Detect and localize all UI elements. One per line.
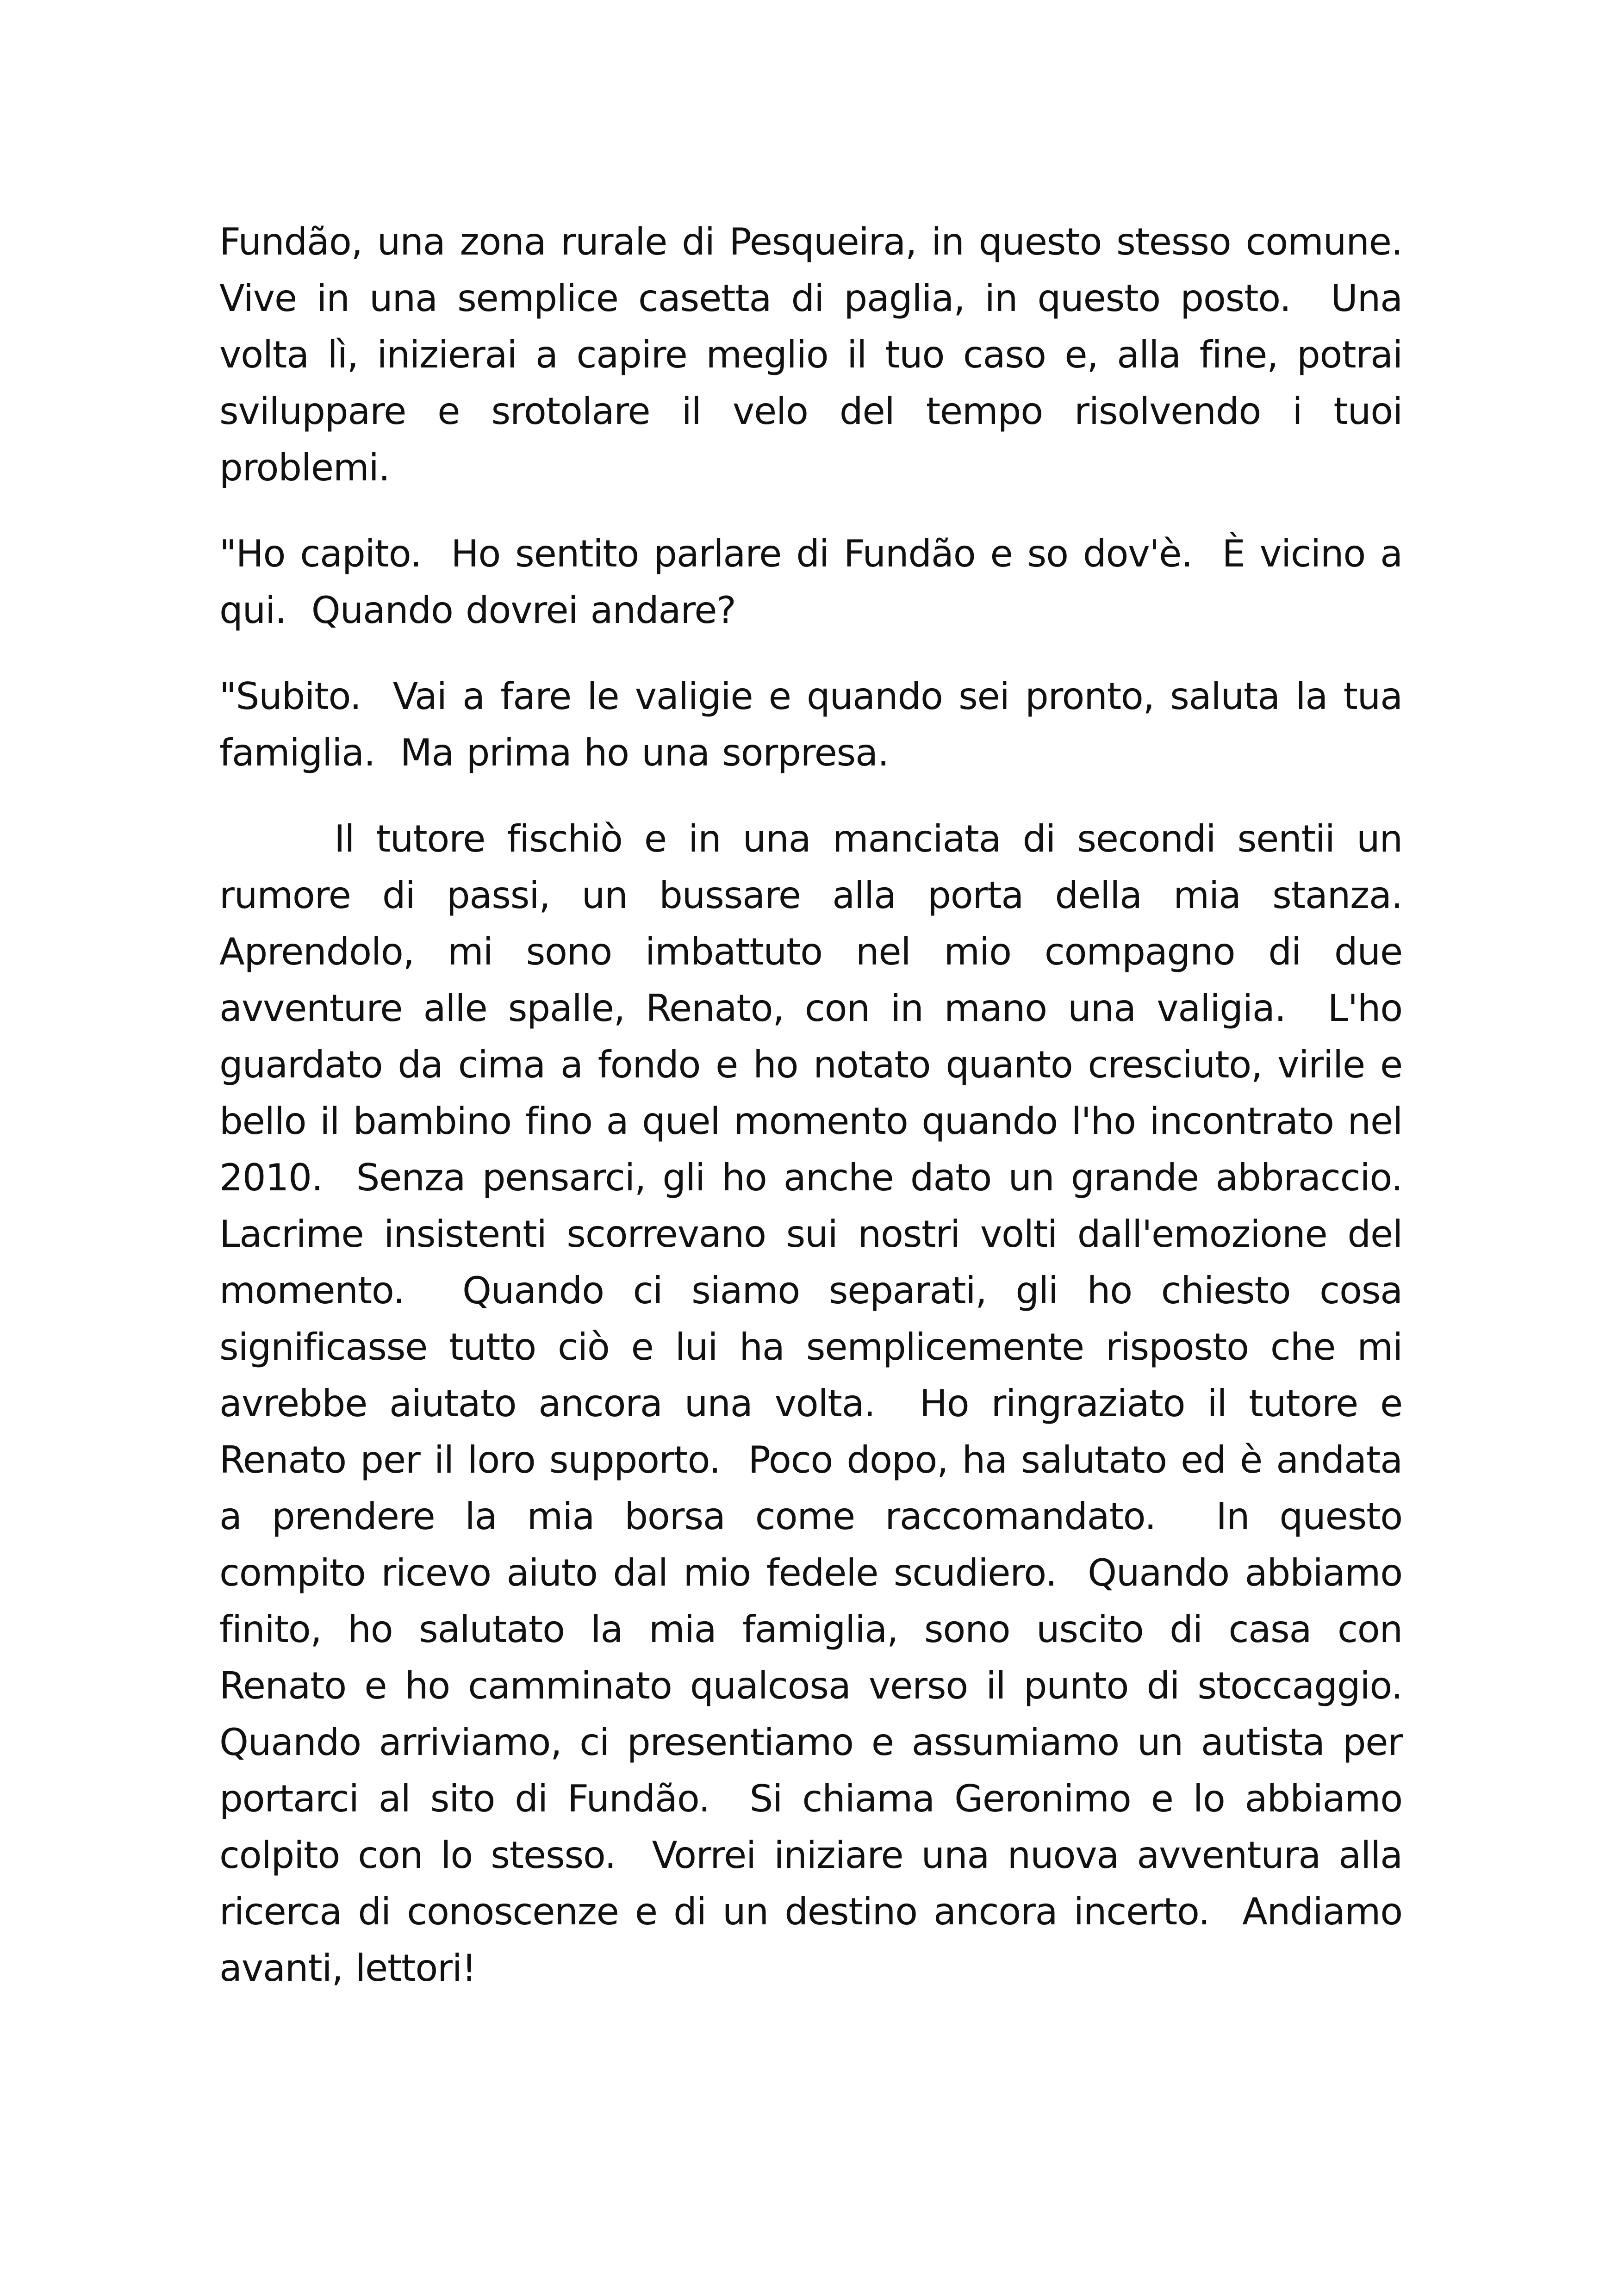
- paragraph-narrative: Il tutore fischiò e in una manciata di secondi sentii un rumore di passi, un bussare alla porta della mia stanza. Aprendolo, mi sono imbattuto nel mio compagno di due avventure alle spalle, Renato, con in mano una valigia. L'ho guardato da cima a fondo e ho notato quanto cresciuto, virile e bello il bambino fino a quel momento quando l'ho incontrato nel 2010. Senza pensarci, gli ho anche dato un grande abbraccio. Lacrime insistenti scorrevano sui nostri volti dall'emozione del momento. Quando ci siamo separati, gli ho chiesto cosa significasse tutto ciò e lui ha semplicemente risposto che mi avrebbe aiutato ancora una volta. Ho ringraziato il tutore e Renato per il loro supporto. Poco dopo, ha salutato ed è andata a prendere la mia borsa come raccomandato. In questo compito ricevo aiuto dal mio fedele scudiero. Quando abbiamo finito, ho salutato la mia famiglia, sono uscito di casa con Renato e ho camminato qualcosa verso il punto di stoccaggio. Quando arriviamo, ci presentiamo e assumiamo un autista per portarci al sito di Fundão. Si chiama Geronimo e lo abbiamo colpito con lo stesso. Vorrei iniziare una nuova avventura alla ricerca di conoscenze e di un destino ancora incerto. Andiamo avanti, lettori!: [219, 817, 1428, 1990]
- body-text: [219, 214, 1428, 2026]
- paragraph-dialogue-immediately: "Subito. Vai a fare le valigie e quando sei pronto, saluta la tua famiglia. Ma prima ho una sorpresa.: [219, 675, 1415, 774]
- paragraph-intro: Fundão, una zona rurale di Pesqueira, in questo stesso comune. Vive in una semplice casetta di paglia, in questo posto. Una volta lì, inizierai a capire meglio il tuo caso e, alla fine, potrai sviluppare e srotolare il velo del tempo risolvendo i tuoi problemi.: [219, 220, 1428, 489]
- paragraph-dialogue-understood: "Ho capito. Ho sentito parlare di Fundão e so dov'è. È vicino a qui. Quando dovrei andare?: [219, 532, 1415, 632]
